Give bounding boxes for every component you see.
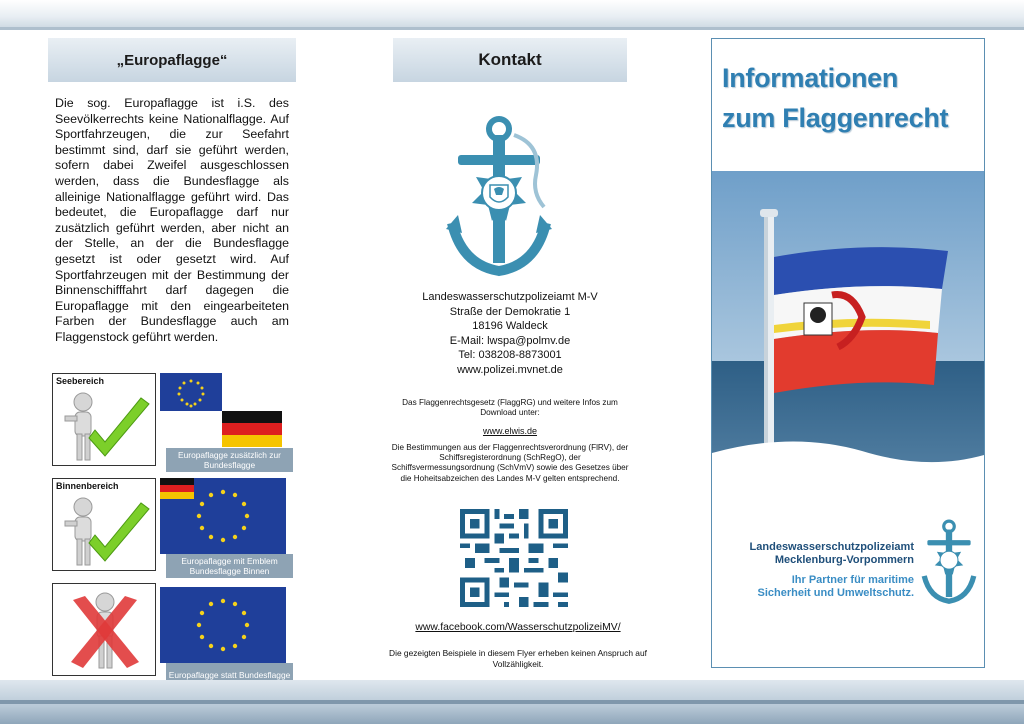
org-name-line1: Landeswasserschutzpolizeiamt <box>749 541 914 553</box>
example-binnenbereich-box <box>52 478 156 571</box>
contact-street: Straße der Demokratie 1 <box>449 305 571 318</box>
org-tagline <box>718 574 914 600</box>
cover-title-line2: zum Flaggenrecht <box>722 103 949 133</box>
disclaimer-text: Die gezeigten Beispiele in diesem Flyer erheben keinen Anspruch auf Vollzähligkeit. <box>389 648 647 669</box>
europaflagge-header: „Europaflagge“ <box>48 38 296 82</box>
regulations-text: Die Bestimmungen aus der Flaggenrechtsverordnung (FlRV), der Schiffsregisterordnung (SchRegO), der Schiffsvermessungsordnung (SchVmV) sowie des Gesetzes über die Hoheitsabzeichen des Landes M-V gelten entsprechend. <box>391 443 629 483</box>
flag-photo-image <box>712 171 984 501</box>
person-checkmark-icon <box>61 390 153 464</box>
bottom-decor-line <box>0 700 1024 704</box>
police-anchor-logo-small-icon <box>920 515 978 610</box>
cover-title-line1: Informationen <box>722 63 899 93</box>
top-decor-line <box>0 27 1024 30</box>
eu-flag-icon <box>160 587 286 663</box>
contact-org: Landeswasserschutzpolizeiamt M-V <box>422 291 598 303</box>
qr-code-icon[interactable] <box>459 509 569 607</box>
example-binnenbereich-caption: Europaflagge mit Emblem Bundesflagge Binnen <box>166 554 293 578</box>
org-tagline-line2: Sicherheit und Umweltschutz. <box>757 587 914 599</box>
eu-flag-icon <box>160 373 222 411</box>
contact-email[interactable]: E-Mail: lwspa@polmv.de <box>449 334 571 347</box>
org-name-line2: Mecklenburg-Vorpommern <box>774 554 914 566</box>
contact-phone: Tel: 038208-8873001 <box>458 349 562 362</box>
org-name <box>718 541 914 567</box>
eu-flag-with-german-canton-icon <box>160 478 286 554</box>
org-tagline-line1: Ihr Partner für maritime <box>791 574 914 586</box>
example-seebereich-caption: Europaflagge zusätzlich zur Bundesflagge <box>166 448 293 472</box>
person-cross-icon <box>63 590 147 674</box>
example-forbidden-box <box>52 583 156 676</box>
contact-city: 18196 Waldeck <box>472 320 548 333</box>
contact-address <box>400 290 620 378</box>
police-anchor-logo-icon <box>444 115 554 280</box>
kontakt-header: Kontakt <box>393 38 627 82</box>
example-binnenbereich-label: Binnenbereich <box>56 481 119 491</box>
contact-website[interactable]: www.polizei.mvnet.de <box>457 363 563 376</box>
download-text: Das Flaggenrechtsgesetz (FlaggRG) und weitere Infos zum Download unter: <box>402 398 618 418</box>
europaflagge-paragraph: Die sog. Europaflagge ist i.S. des Seevölkerrechts keine Nationalflagge. Auf Sportfahrzeugen, die zur Seefahrt bestimmt sind, darf sie geführt werden, sofern dabei Zweifel ausgeschlossen werden, dass die Bundesflagge als alleinige Nationalflagge geführt wird. Das bedeutet, die Europaflagge darf nur zusätzlich geführt werden, aber nicht an der Stelle, an der die Bundesflagge gesetzt ist oder gesetzt wird. Auf Sportfahrzeugen mit der Bestimmung der Binnenschifffahrt darf dagegen die Europaflagge mit den eingearbeiteten Farben der Bundesflagge auch am Flaggenstock geführt werden. <box>55 96 289 344</box>
cover-panel <box>711 38 985 668</box>
top-decor-band <box>0 0 1024 30</box>
example-seebereich-label: Seebereich <box>56 376 105 386</box>
elwis-link[interactable]: www.elwis.de <box>482 426 538 436</box>
person-checkmark-icon <box>61 495 153 569</box>
facebook-link[interactable]: www.facebook.com/WasserschutzpolizeiMV/ <box>415 622 621 633</box>
example-seebereich-box <box>52 373 156 466</box>
example-forbidden-caption: Europaflagge statt Bundesflagge <box>166 663 293 687</box>
german-flag-icon <box>222 411 282 447</box>
